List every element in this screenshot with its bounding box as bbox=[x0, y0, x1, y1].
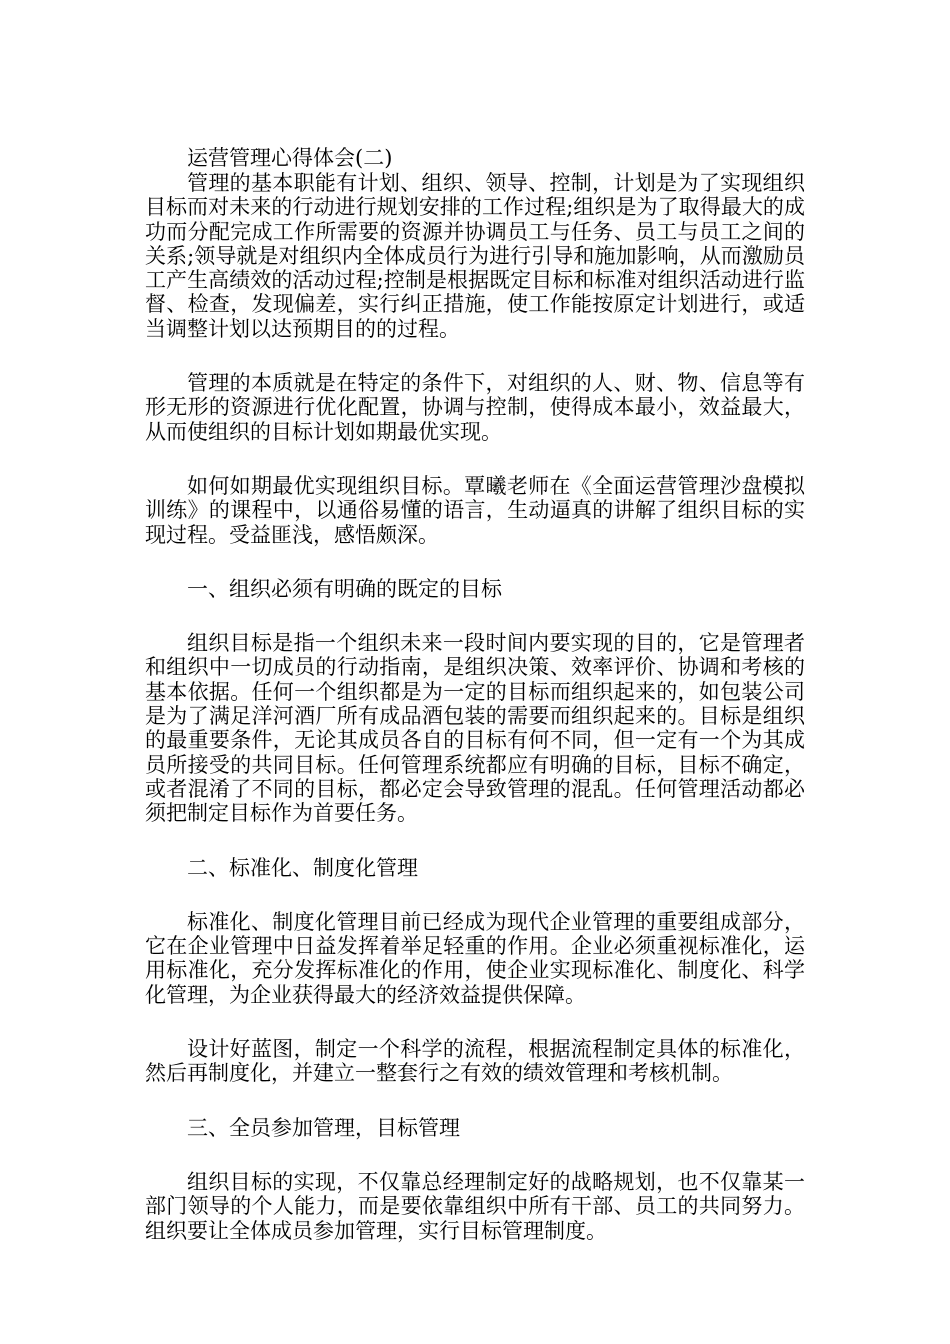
paragraph-gap bbox=[145, 826, 805, 856]
paragraph-gap bbox=[145, 444, 805, 474]
document-title: 运营管理心得体会(二) bbox=[187, 146, 393, 170]
paragraph-gap bbox=[145, 601, 805, 631]
paragraph-organization-goals: 组织目标是指一个组织未来一段时间内要实现的目的，它是管理者和组织中一切成员的行动指南，是组织决策、效率评价、协调和考核的基本依据。任何一个组织都是为一定的目标而组织起来的，如包装公司是为了满足洋河酒厂所有成品酒包装的需要而组织起来的。目标是组织的最重要条件，无论其成员各自的目标有何不同，但一定有一个为其成员所接受的共同目标。任何管理系统都应有明确的目标，目标不确定，或者混淆了不同的目标，都必定会导致管理的混乱。任何管理活动都必须把制定目标作为首要任务。 bbox=[145, 631, 805, 826]
paragraph-gap bbox=[145, 880, 805, 910]
paragraph-gap bbox=[145, 1007, 805, 1037]
paragraph-gap bbox=[145, 1140, 805, 1170]
paragraph-full-participation: 组织目标的实现，不仅靠总经理制定好的战略规划，也不仅靠某一部门领导的个人能力，而是要依靠组织中所有干部、员工的共同努力。组织要让全体成员参加管理，实行目标管理制度。 bbox=[145, 1169, 805, 1243]
section-heading-1: 一、组织必须有明确的既定的目标 bbox=[187, 576, 502, 601]
paragraph-standardization: 标准化、制度化管理目前已经成为现代企业管理的重要组成部分，它在企业管理中日益发挥着举足轻重的作用。企业必须重视标准化，运用标准化，充分发挥标准化的作用，使企业实现标准化、制度化、科学化管理，为企业获得最大的经济效益提供保障。 bbox=[145, 909, 805, 1007]
paragraph-management-functions: 管理的基本职能有计划、组织、领导、控制，计划是为了实现组织目标而对未来的行动进行规划安排的工作过程;组织是为了取得最大的成功而分配完成工作所需要的资源并协调员工与任务、员工与员工之间的关系;领导就是对组织内全体成员行为进行引导和施加影响，从而激励员工产生高绩效的活动过程;控制是根据既定目标和标准对组织活动进行监督、检查，发现偏差，实行纠正措施，使工作能按原定计划进行，或适当调整计划以达预期目的的过程。 bbox=[145, 171, 805, 341]
paragraph-blueprint: 设计好蓝图，制定一个科学的流程，根据流程制定具体的标准化，然后再制度化，并建立一整套行之有效的绩效管理和考核机制。 bbox=[145, 1037, 805, 1086]
paragraph-gap bbox=[145, 341, 805, 371]
section-heading-2: 二、标准化、制度化管理 bbox=[187, 855, 418, 880]
paragraph-management-essence: 管理的本质就是在特定的条件下，对组织的人、财、物、信息等有形无形的资源进行优化配置，协调与控制，使得成本最小，效益最大，从而使组织的目标计划如期最优实现。 bbox=[145, 371, 805, 444]
paragraph-course-intro: 如何如期最优实现组织目标。覃曦老师在《全面运营管理沙盘模拟训练》的课程中，以通俗易懂的语言，生动逼真的讲解了组织目标的实现过程。受益匪浅，感悟颇深。 bbox=[145, 473, 805, 547]
paragraph-gap bbox=[145, 1086, 805, 1116]
paragraph-gap bbox=[145, 547, 805, 577]
section-heading-3: 三、全员参加管理，目标管理 bbox=[187, 1115, 460, 1140]
document-page bbox=[145, 146, 805, 1243]
